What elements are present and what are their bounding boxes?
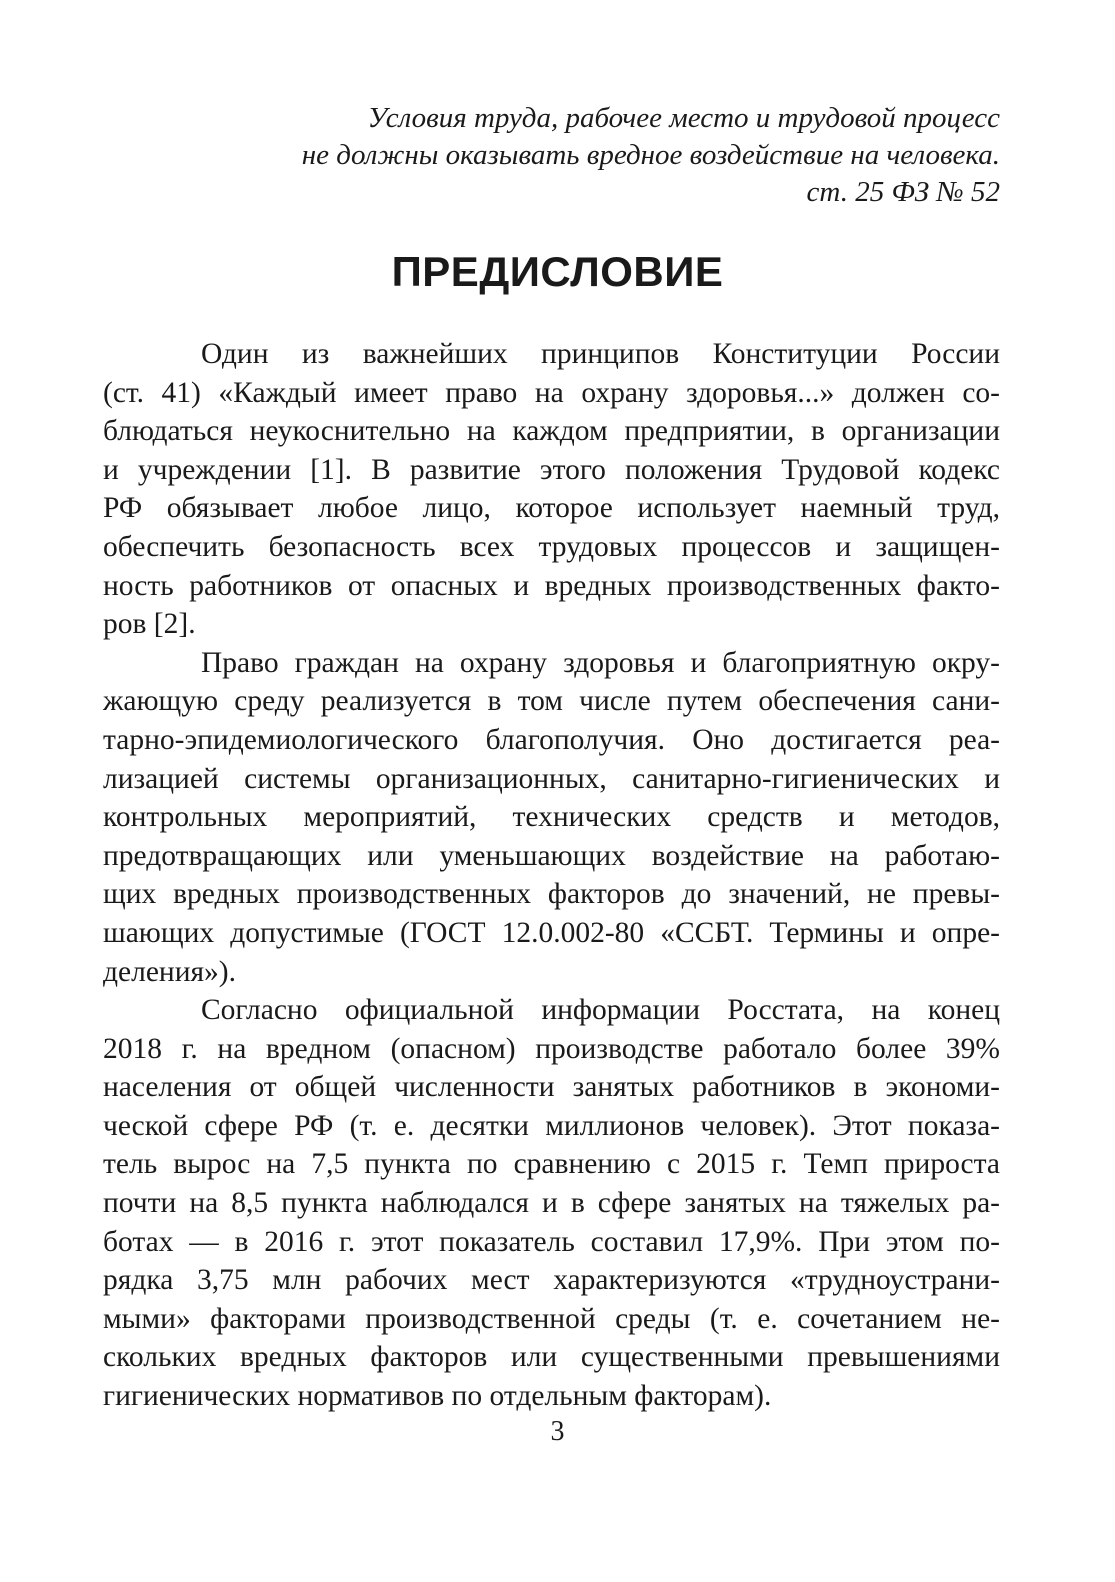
text-line: блюдаться неукоснительно на каждом предприятии, в организации [103,415,1000,448]
text-line: рядка 3,75 млн рабочих мест характеризуются «трудноустрани- [103,1264,1000,1297]
text-line: Право граждан на охрану здоровья и благоприятную окру- [201,646,1000,679]
text-line: скольких вредных факторов или существенными превышениями [103,1341,1000,1374]
text-line: ность работников от опасных и вредных производственных факто- [103,569,1000,602]
epigraph [180,100,1000,211]
text-line: гигиенических нормативов по отдельным факторам). [103,1380,772,1413]
text-line: Один из важнейших принципов Конституции России [201,338,1000,370]
text-line: деления»). [103,955,237,988]
text-line: мыми» факторами производственной среды (т. е. сочетанием не- [103,1302,1000,1335]
text-line: (ст. 41) «Каждый имеет право на охрану здоровья...» должен со- [103,376,1000,409]
text-line: обеспечить безопасность всех трудовых процессов и защищен- [103,530,1000,563]
text-line: тель вырос на 7,5 пункта по сравнению с 2015 г. Темп прироста [103,1148,1000,1181]
text-line: контрольных мероприятий, технических средств и методов, [103,801,1000,834]
paragraph-1 [103,335,1000,644]
text-line: почти на 8,5 пункта наблюдался и в сфере занятых на тяжелых ра- [103,1187,1000,1220]
text-line: тарно-эпидемиологического благополучия. Оно достигается реа- [103,723,1000,756]
body-text [103,335,1000,1416]
epigraph-citation: ст. 25 ФЗ № 52 [806,176,1000,208]
text-line: шающих допустимые (ГОСТ 12.0.002-80 «ССБТ. Термины и опре- [103,916,1000,949]
text-line: ров [2]. [103,608,196,641]
epigraph-line: Условия труда, рабочее место и трудовой процесс [367,102,1000,134]
text-line: щих вредных производственных факторов до значений, не превы- [103,878,1000,911]
text-line: Согласно официальной информации Росстата, на конец [201,994,1000,1027]
text-line: ческой сфере РФ (т. е. десятки миллионов человек). Этот показа- [103,1109,1000,1142]
paragraph-3 [103,991,1000,1416]
text-line: РФ обязывает любое лицо, которое использует наемный труд, [103,492,1000,525]
text-line: населения от общей численности занятых работников в экономи- [103,1071,1000,1104]
epigraph-line: не должны оказывать вредное воздействие на человека. [301,139,1000,171]
paragraph-2 [103,644,1000,991]
text-line: ботах — в 2016 г. этот показатель составил 17,9%. При этом по- [103,1225,1000,1258]
text-line: лизацией системы организационных, санитарно-гигиенических и [103,762,1000,795]
page-title: ПРЕДИСЛОВИЕ [391,248,724,295]
text-line: 2018 г. на вредном (опасном) производстве работало более 39% [103,1032,1000,1065]
text-line: предотвращающих или уменьшающих воздействие на работаю- [103,839,1000,872]
text-line: жающую среду реализуется в том числе путем обеспечения сани- [103,685,1000,718]
page-number: 3 [550,1416,565,1447]
text-line: и учреждении [1]. В развитие этого положения Трудовой кодекс [103,453,1000,486]
